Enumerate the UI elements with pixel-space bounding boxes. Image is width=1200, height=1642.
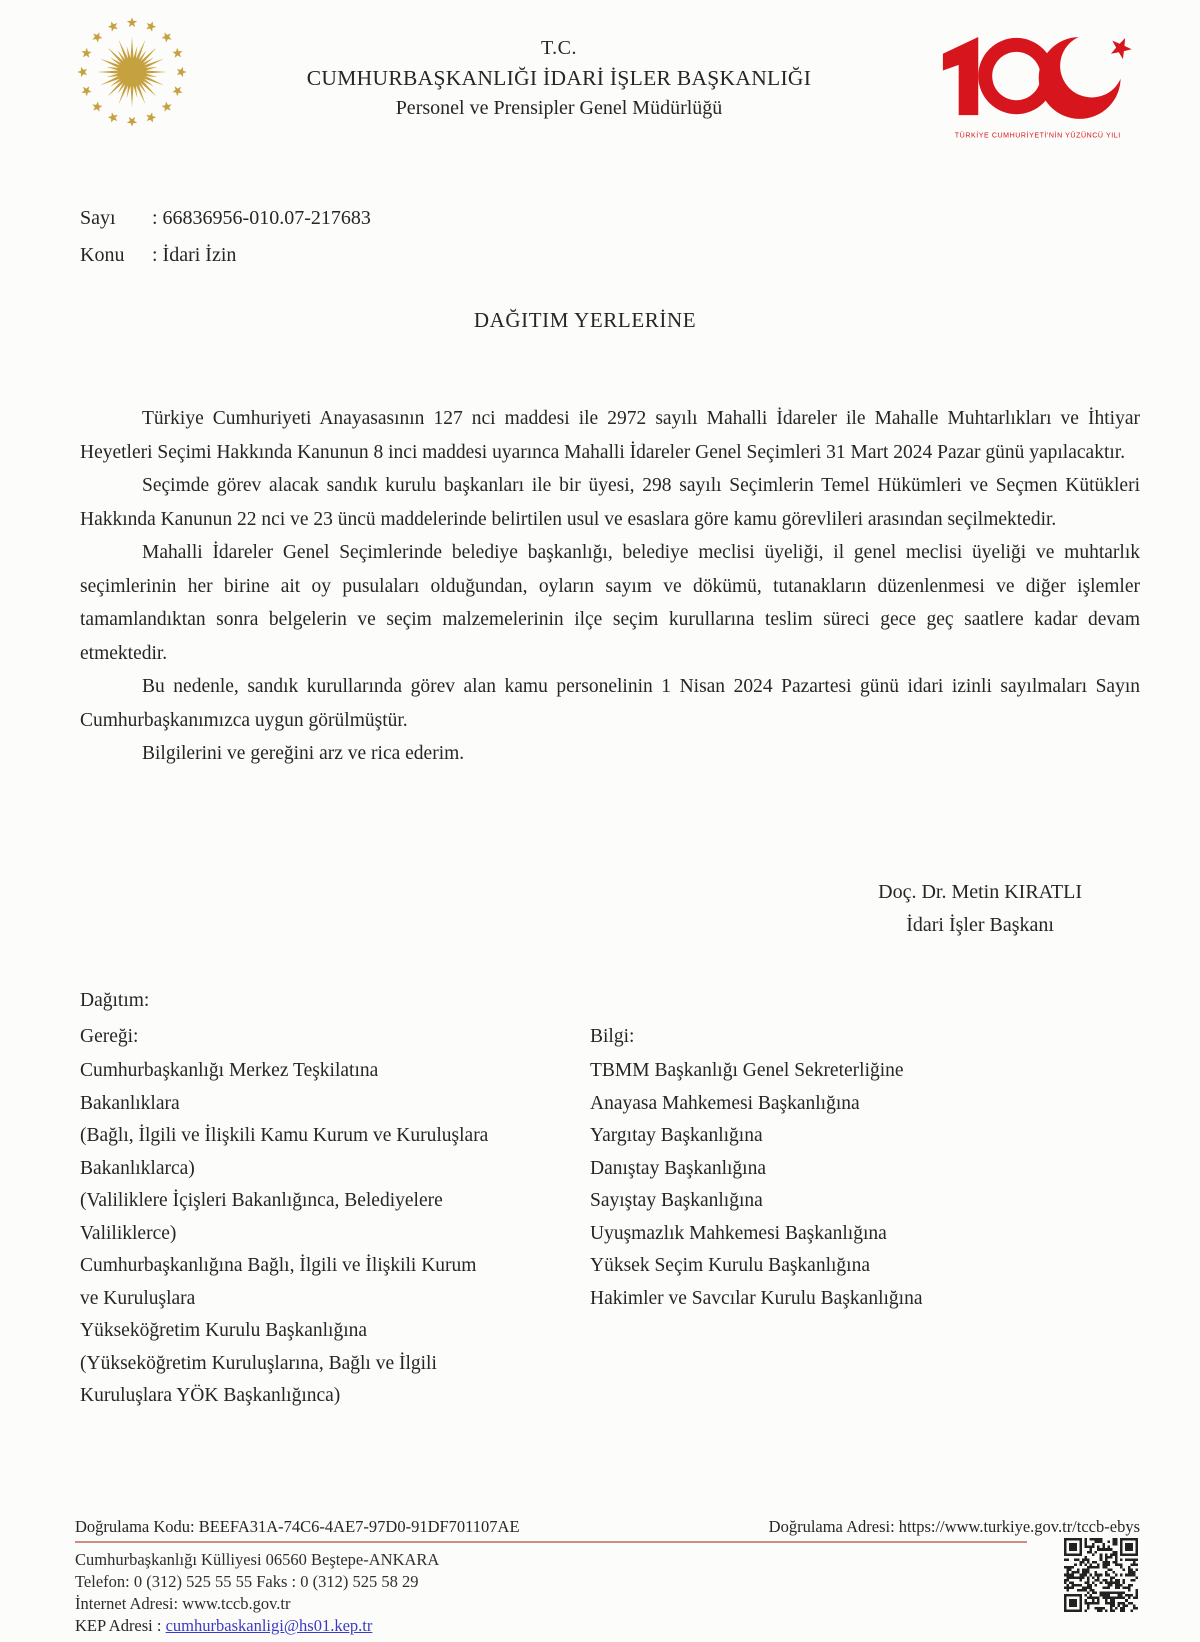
footer-address: Cumhurbaşkanlığı Külliyesi 06560 Beştepe-ANKARA bbox=[75, 1550, 440, 1569]
sayi-row bbox=[80, 200, 371, 237]
kep-label: KEP Adresi : bbox=[75, 1616, 166, 1635]
konu-label: Konu bbox=[80, 244, 125, 266]
distribution-line: Hakimler ve Savcılar Kurulu Başkanlığına bbox=[590, 1287, 923, 1309]
verification-code: Doğrulama Kodu: BEEFA31A-74C6-4AE7-97D0-91DF701107AE bbox=[75, 1517, 520, 1536]
letterhead-dept: Personel ve Prensipler Genel Müdürlüğü bbox=[395, 97, 723, 120]
qr-code-icon bbox=[1064, 1538, 1138, 1612]
distribution-line: Yargıtay Başkanlığına bbox=[590, 1125, 763, 1146]
letterhead-org: CUMHURBAŞKANLIĞI İDARİ İŞLER BAŞKANLIĞI bbox=[306, 66, 812, 90]
distribution-heading: Dağıtım: bbox=[80, 990, 150, 1011]
footer-phone-fax: Telefon: 0 (312) 525 55 55 Faks : 0 (312) 525 58 29 bbox=[75, 1572, 419, 1591]
signer-title: İdari İşler Başkanı bbox=[906, 914, 1054, 936]
bilgi-label: Bilgi: bbox=[590, 1026, 635, 1047]
paragraph: Türkiye Cumhuriyeti Anayasasının 127 nci maddesi ile 2972 sayılı Mahalli İdareler ile Mahalle Muhtarlıkları ve İhtiyar Heyetleri Seçimi Hakkında Kanunun 8 inci maddesi uyarınca Mahalli İdareler Genel Seçimleri 31 Mart 2024 Pazar günü yapılacaktır. bbox=[80, 408, 1140, 463]
distribution-line: Kuruluşlara YÖK Başkanlığınca) bbox=[80, 1385, 341, 1406]
letterhead-tc: T.C. bbox=[540, 37, 578, 59]
distribution-line: (Valiliklere İçişleri Bakanlığınca, Belediyelere bbox=[80, 1190, 443, 1211]
distribution-line: Bakanlıklara bbox=[80, 1092, 180, 1114]
distribution-section bbox=[80, 984, 1140, 1413]
letter-body bbox=[80, 402, 1140, 771]
sayi-label: Sayı bbox=[80, 207, 116, 229]
letterhead bbox=[74, 14, 1142, 150]
distribution-line: (Yükseköğretim Kuruluşlarına, Bağlı ve İlgili bbox=[80, 1352, 437, 1374]
sayi-value: : 66836956-010.07-217683 bbox=[152, 207, 371, 229]
distribution-line: TBMM Başkanlığı Genel Sekreterliğine bbox=[590, 1060, 904, 1081]
distribution-line: ve Kuruluşlara bbox=[80, 1287, 196, 1309]
paragraph: Bilgilerini ve gereğini arz ve rica ederim. bbox=[142, 743, 465, 764]
paragraph: Seçimde görev alacak sandık kurulu başkanları ile bir üyesi, 298 sayılı Seçimlerin Temel Hükümleri ve Seçmen Kütükleri Hakkında Kanunun 22 nci ve 23 üncü maddelerinde belirtilen usul ve esaslara göre kamu görevlileri arasından seçilmektedir. bbox=[80, 475, 1140, 530]
verification-address: Doğrulama Adresi: https://www.turkiye.gov.tr/tccb-ebys bbox=[768, 1517, 1140, 1536]
signer-name: Doç. Dr. Metin KIRATLI bbox=[878, 881, 1082, 903]
konu-row bbox=[80, 237, 371, 274]
signature-block bbox=[878, 876, 1082, 942]
document-footer bbox=[75, 1516, 1142, 1637]
geregi-label: Gereği: bbox=[80, 1026, 139, 1047]
distribution-line: Cumhurbaşkanlığına Bağlı, İlgili ve İlişkili Kurum bbox=[80, 1255, 477, 1276]
distribution-line: (Bağlı, İlgili ve İlişkili Kamu Kurum ve Kuruluşlara bbox=[80, 1125, 489, 1146]
distribution-line: Uyuşmazlık Mahkemesi Başkanlığına bbox=[590, 1222, 887, 1244]
presidential-seal-logo bbox=[74, 14, 190, 130]
distribution-line: Sayıştay Başkanlığına bbox=[590, 1190, 763, 1211]
letterhead-titles bbox=[190, 34, 928, 123]
distribution-line: Valiliklerce) bbox=[80, 1222, 177, 1244]
footer-kep-row bbox=[75, 1615, 1142, 1637]
distribution-line: Danıştay Başkanlığına bbox=[590, 1157, 767, 1179]
distribution-geregi-column bbox=[80, 1018, 590, 1413]
svg-text:TÜRKİYE CUMHURİYETİ'NİN YÜZÜNC: TÜRKİYE CUMHURİYETİ'NİN YÜZÜNCÜ YILI bbox=[954, 132, 1121, 140]
paragraph: Mahalli İdareler Genel Seçimlerinde belediye başkanlığı, belediye meclisi üyeliği, il genel meclisi üyeliği ve muhtarlık seçimlerinin her birine ait oy pusulaları olduğundan, oyların sayım ve dökümü, tutanakların düzenlenmesi ve diğer işlemler tamamlandıktan sonra belgelerin ve seçim malzemelerinin ilçe seçim kurullarına teslim süreci gece geç saatlere kadar devam etmektedir. bbox=[80, 542, 1140, 664]
distribution-line: Bakanlıklarca) bbox=[80, 1157, 195, 1179]
centenary-100-logo bbox=[928, 22, 1142, 150]
document-meta bbox=[80, 200, 371, 274]
distribution-line: Yükseköğretim Kurulu Başkanlığına bbox=[80, 1320, 368, 1341]
distribution-line: Anayasa Mahkemesi Başkanlığına bbox=[590, 1092, 860, 1114]
kep-email-link[interactable]: cumhurbaskanligi@hs01.kep.tr bbox=[165, 1616, 373, 1635]
konu-value: : İdari İzin bbox=[152, 244, 237, 266]
distribution-bilgi-column bbox=[590, 1018, 1140, 1413]
addressee-title: DAĞITIM YERLERİNE bbox=[473, 308, 697, 332]
distribution-line: Yüksek Seçim Kurulu Başkanlığına bbox=[590, 1255, 870, 1276]
footer-divider bbox=[75, 1541, 1027, 1543]
distribution-line: Cumhurbaşkanlığı Merkez Teşkilatına bbox=[80, 1060, 379, 1081]
paragraph: Bu nedenle, sandık kurullarında görev alan kamu personelinin 1 Nisan 2024 Pazartesi günü idari izinli sayılmaları Sayın Cumhurbaşkanımızca uygun görülmüştür. bbox=[80, 676, 1140, 731]
footer-web: İnternet Adresi: www.tccb.gov.tr bbox=[75, 1594, 291, 1613]
